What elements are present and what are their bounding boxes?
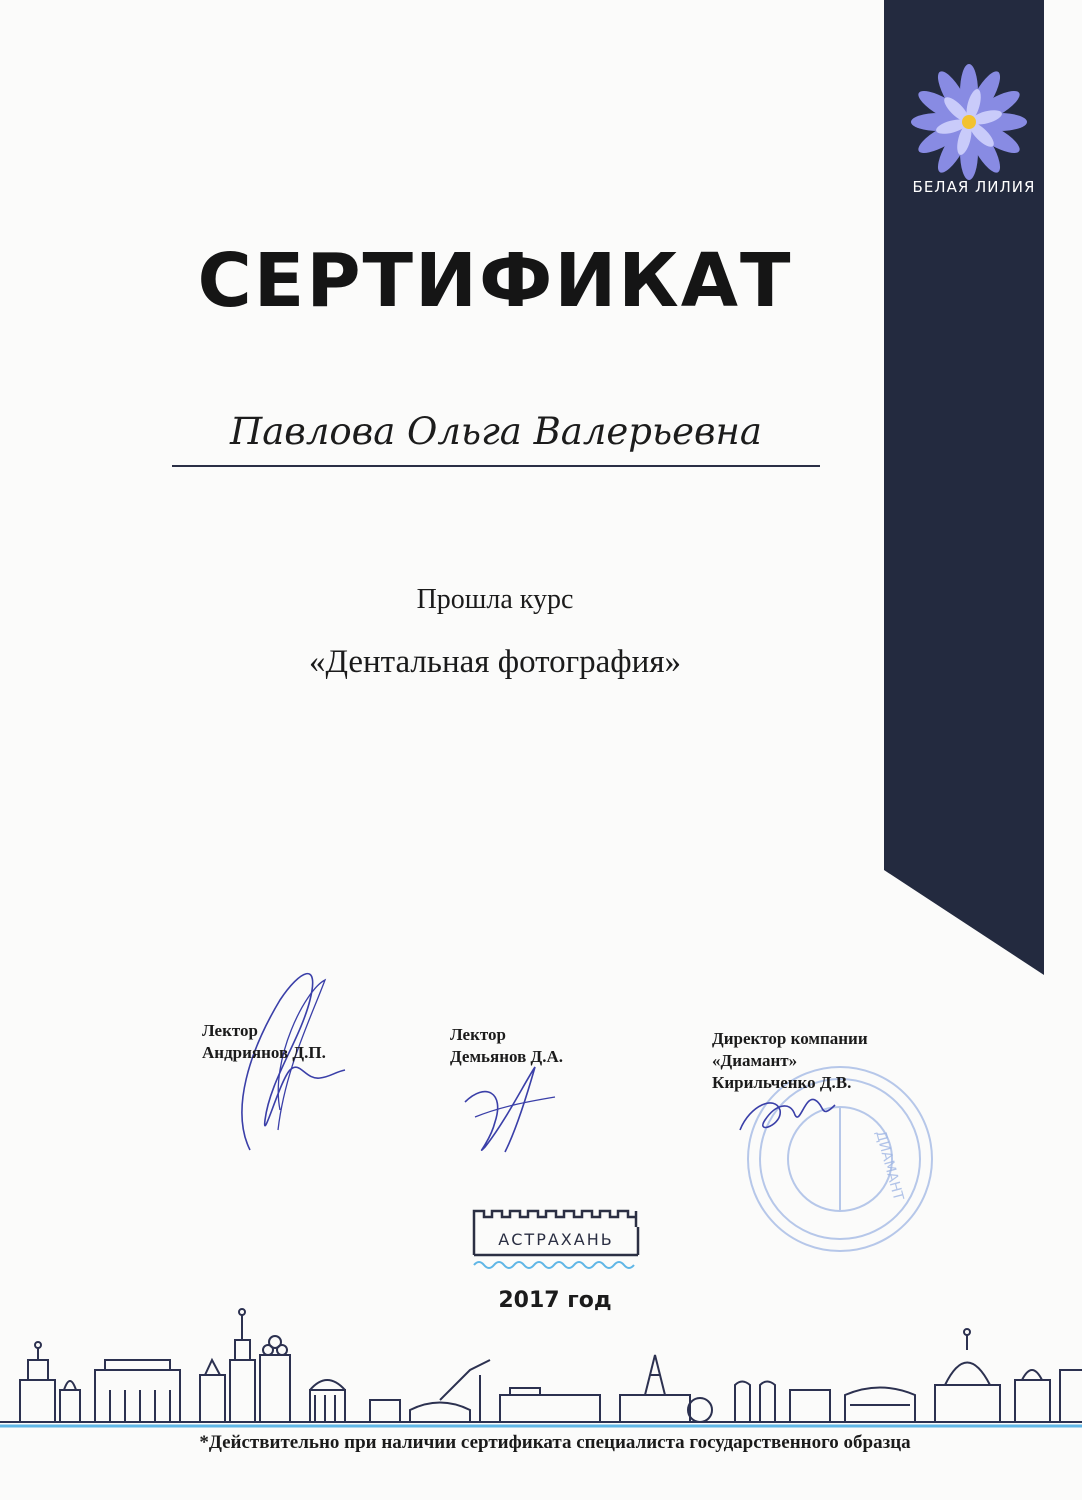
signature-demyanov xyxy=(455,1062,565,1162)
city-name: АСТРАХАНЬ xyxy=(498,1230,614,1249)
signatory-3-name: Кирильченко Д.В. xyxy=(712,1073,852,1092)
signatory-3-company: «Диамант» xyxy=(712,1051,798,1070)
recipient-name: Павлова Ольга Валерьевна xyxy=(229,410,762,453)
signature-andriyanov xyxy=(210,960,350,1170)
certificate-year: 2017 год xyxy=(498,1288,612,1313)
signatory-1-role: Лектор xyxy=(202,1021,258,1040)
signatory-2-name: Демьянов Д.А. xyxy=(450,1047,563,1066)
city-skyline-illustration xyxy=(0,1300,1082,1430)
course-label: Прошла курс xyxy=(416,584,574,615)
lily-flower-icon xyxy=(904,62,1034,182)
signatory-2-role: Лектор xyxy=(450,1025,506,1044)
certificate-title: СЕРТИФИКАТ xyxy=(197,238,793,324)
validity-footnote: *Действительно при наличии сертификата специалиста государственного образца xyxy=(199,1432,911,1453)
signatory-3-role: Директор компании xyxy=(712,1029,868,1048)
course-name: «Дентальная фотография» xyxy=(308,644,682,680)
signatory-1-name: Андриянов Д.П. xyxy=(202,1043,326,1062)
svg-text:ДИАМАНТ: ДИАМАНТ xyxy=(872,1128,907,1203)
signature-kirilchenko xyxy=(735,1085,845,1145)
signatory-1 xyxy=(202,1020,326,1064)
brand-name: БЕЛАЯ ЛИЛИЯ xyxy=(912,178,1036,196)
recipient-underline xyxy=(172,465,820,467)
